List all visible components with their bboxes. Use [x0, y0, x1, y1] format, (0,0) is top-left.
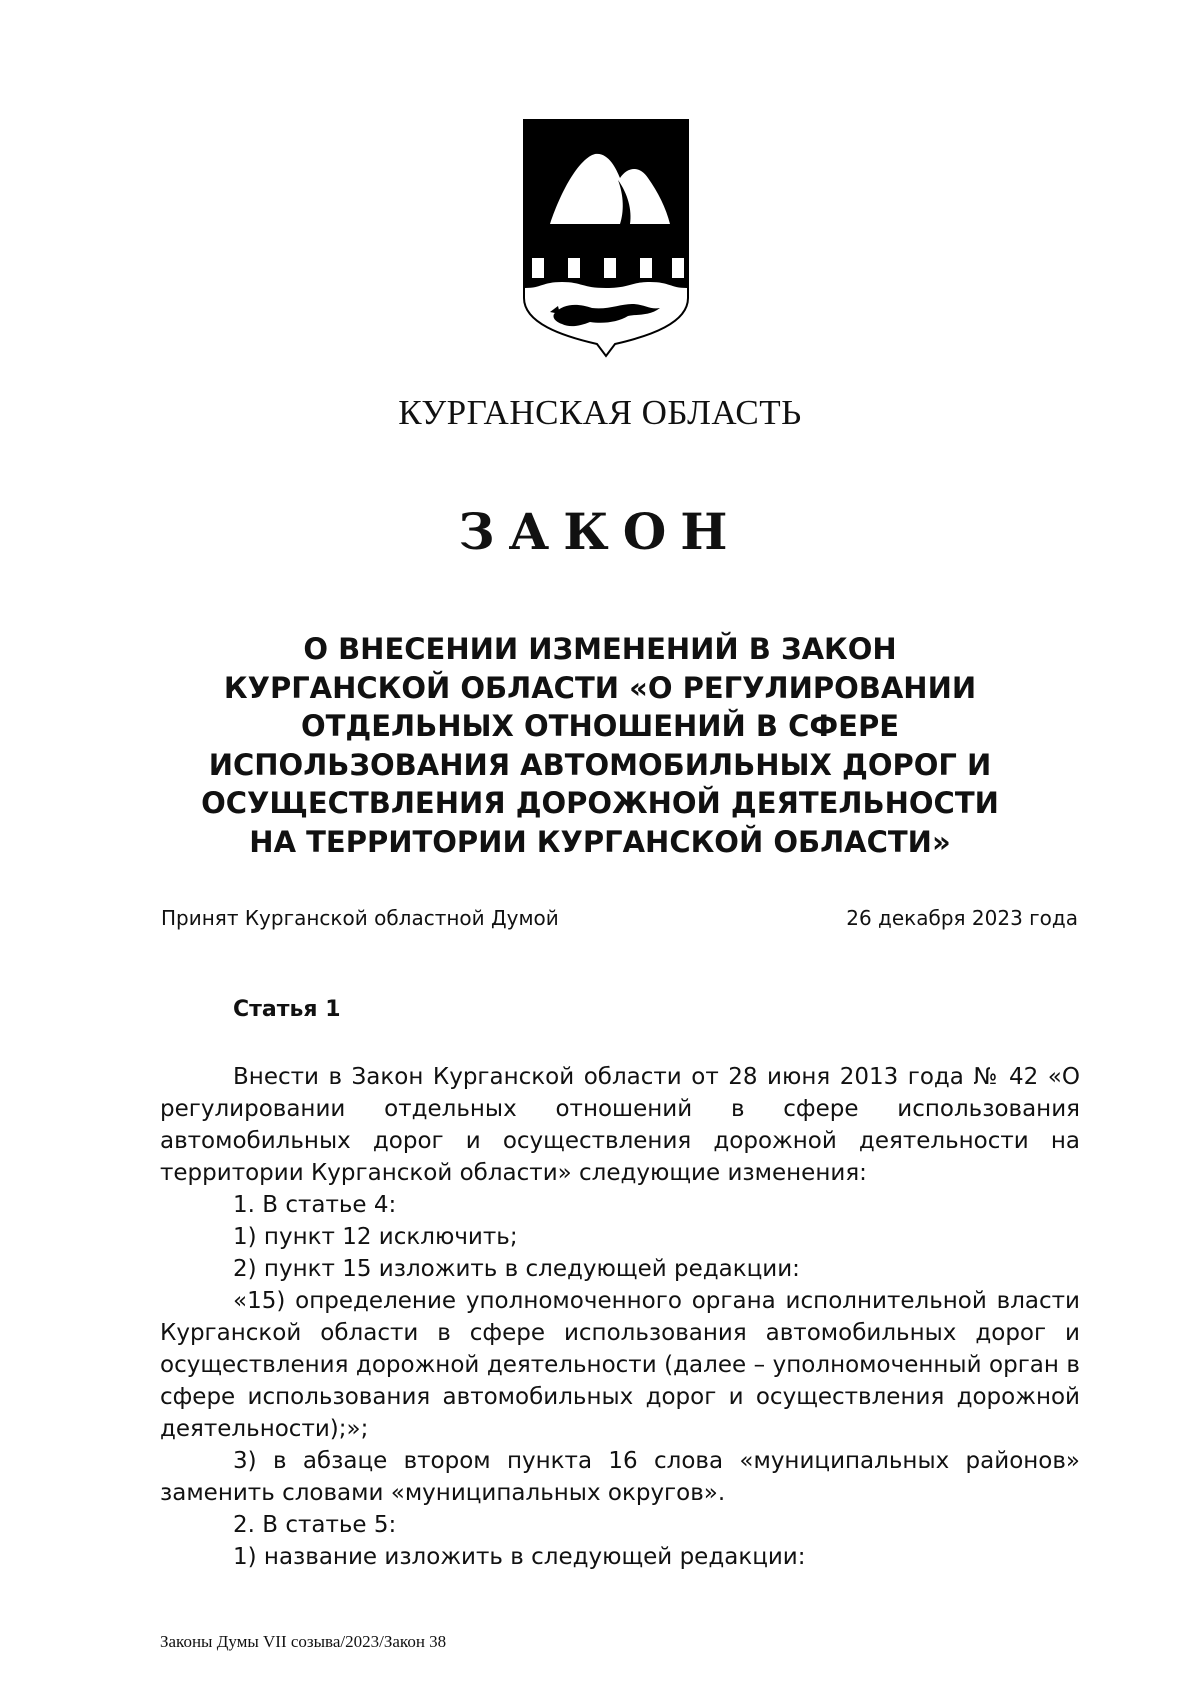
region-name: КУРГАНСКАЯ ОБЛАСТЬ [398, 393, 802, 432]
list-item: 1. В статье 4: [233, 1192, 397, 1218]
list-item: 3) в абзаце втором пункта 16 слова «муниципальных районов» заменить словами «муниципальных округов». [160, 1448, 1080, 1506]
list-item: 2) пункт 15 изложить в следующей редакции: [233, 1256, 800, 1282]
adoption-date: 26 декабря 2023 года [846, 906, 1078, 930]
document-type: ЗАКОН [458, 502, 742, 561]
article-body [160, 1061, 1080, 1573]
law-title: О ВНЕСЕНИИ ИЗМЕНЕНИЙ В ЗАКОН КУРГАНСКОЙ ОБЛАСТИ «О РЕГУЛИРОВАНИИ ОТДЕЛЬНЫХ ОТНОШЕНИЙ В СФЕРЕ ИСПОЛЬЗОВАНИЯ АВТОМОБИЛЬНЫХ ДОРОГ И ОСУЩЕСТВЛЕНИЯ ДОРОЖНОЙ ДЕЯТЕЛЬНОСТИ НА ТЕРРИТОРИИ КУРГАНСКОЙ ОБЛАСТИ» [201, 632, 999, 859]
article-intro: Внести в Закон Курганской области от 28 июня 2013 года № 42 «О регулировании отдельных отношений в сфере использования автомобильных дорог и осуществления дорожной деятельности на территории Курганской области» следующие изменения: [160, 1064, 1080, 1186]
list-item: 1) пункт 12 исключить; [233, 1224, 518, 1250]
amendment-text: «15) определение уполномоченного органа исполнительной власти Курганской области в сфере использования автомобильных дорог и осуществления дорожной деятельности (далее – уполномоченный орган в сфере использования автомобильных дорог и осуществления дорожной деятельности);»; [160, 1288, 1080, 1442]
adopted-by: Принят Курганской областной Думой [161, 906, 559, 930]
footer-path: Законы Думы VII созыва/2023/Закон 38 [160, 1632, 447, 1651]
article-heading: Статья 1 [233, 997, 341, 1022]
list-item: 1) название изложить в следующей редакции: [233, 1544, 806, 1570]
list-item: 2. В статье 5: [233, 1512, 397, 1538]
coat-of-arms-icon [520, 118, 692, 358]
